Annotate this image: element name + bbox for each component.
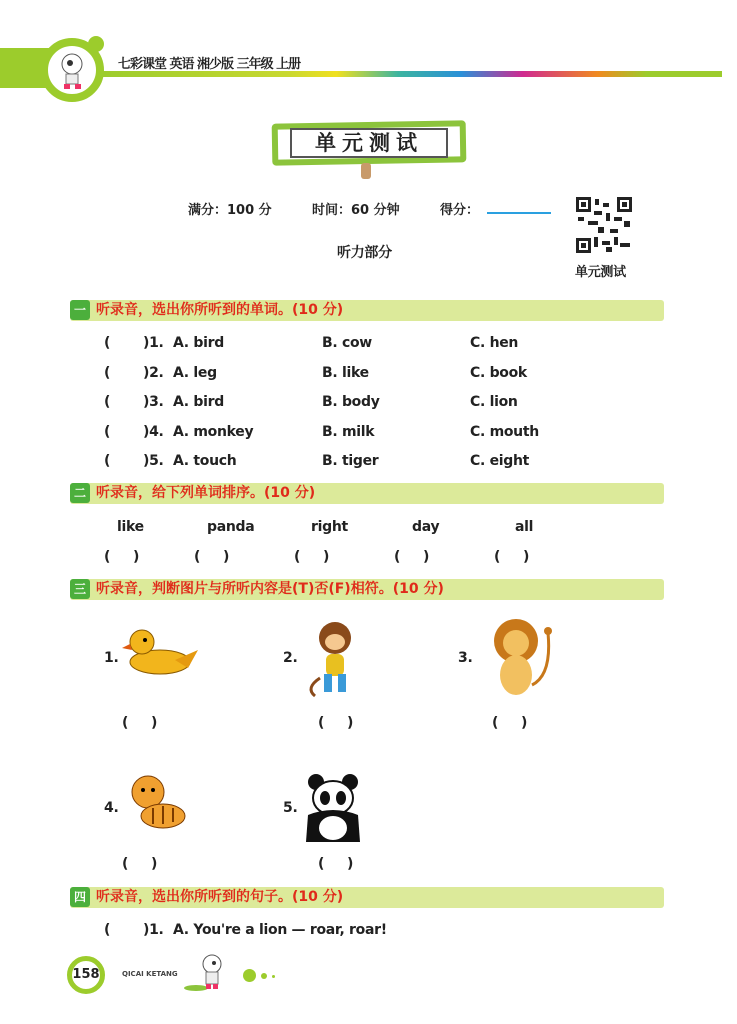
option-c: C. hen	[470, 335, 519, 351]
footer-dot-large	[243, 969, 256, 982]
picture-number: 2.	[283, 650, 298, 666]
option-b: B. like	[322, 365, 369, 381]
hand-icon	[361, 163, 371, 179]
picture-number: 5.	[283, 800, 298, 816]
picture-number: 3.	[458, 650, 473, 666]
score-input-line[interactable]	[487, 212, 551, 214]
footer-dot-small	[272, 975, 275, 978]
option-a: A. bird	[173, 335, 224, 351]
option-b: B. cow	[322, 335, 372, 351]
option-a: A. bird	[173, 394, 224, 410]
answer-paren[interactable]: ( )	[318, 856, 354, 872]
word: like	[117, 519, 144, 535]
section-2-title: 听录音，给下列单词排序。(10 分)	[96, 485, 316, 501]
word: all	[515, 519, 534, 535]
qr-label: 单元测试	[575, 265, 626, 280]
page-title: 单元测试	[290, 128, 448, 158]
section-4-number: 四	[70, 887, 90, 907]
item-number: )3.	[143, 394, 164, 410]
part-label: 听力部分	[337, 245, 392, 261]
monkey-picture-icon	[300, 618, 370, 702]
lion-picture-icon	[480, 615, 560, 704]
option-a: A. monkey	[173, 424, 254, 440]
option-b: B. body	[322, 394, 380, 410]
dog-mascot-icon	[48, 46, 96, 94]
book-title: 七彩课堂 英语 湘少版 三年级 上册	[118, 57, 301, 72]
full-score: 满分：100 分	[188, 203, 272, 218]
page-number: 158	[67, 956, 105, 994]
sentence-option-a: A. You're a lion — roar, roar!	[173, 922, 387, 938]
word: panda	[207, 519, 255, 535]
option-c: C. lion	[470, 394, 518, 410]
answer-paren[interactable]: (	[104, 453, 111, 469]
score-label: 得分：	[440, 203, 480, 218]
qr-code-icon[interactable]	[576, 197, 632, 253]
option-b: B. tiger	[322, 453, 379, 469]
section-3-number: 三	[70, 579, 90, 599]
option-c: C. mouth	[470, 424, 539, 440]
answer-paren[interactable]: ( )	[294, 549, 330, 565]
mascot-ear	[88, 36, 104, 52]
section-3-title: 听录音，判断图片与所听内容是(T)否(F)相符。(10 分)	[96, 581, 444, 597]
word: day	[412, 519, 440, 535]
option-a: A. leg	[173, 365, 217, 381]
answer-paren[interactable]: (	[104, 922, 111, 938]
option-c: C. eight	[470, 453, 530, 469]
bird-picture-icon	[120, 620, 200, 694]
answer-paren[interactable]: (	[104, 335, 111, 351]
time-limit: 时间：60 分钟	[312, 203, 400, 218]
answer-paren[interactable]: ( )	[318, 715, 354, 731]
footer-dot-medium	[261, 973, 267, 979]
answer-paren[interactable]: ( )	[394, 549, 430, 565]
item-number: )1.	[143, 335, 164, 351]
footer-dog-icon	[182, 950, 232, 1000]
item-number: )4.	[143, 424, 164, 440]
picture-number: 4.	[104, 800, 119, 816]
option-c: C. book	[470, 365, 527, 381]
answer-paren[interactable]: ( )	[494, 549, 530, 565]
item-number: )5.	[143, 453, 164, 469]
option-b: B. milk	[322, 424, 375, 440]
item-number: )2.	[143, 365, 164, 381]
answer-paren[interactable]: ( )	[122, 856, 158, 872]
answer-paren[interactable]: ( )	[194, 549, 230, 565]
section-4-title: 听录音，选出你所听到的句子。(10 分)	[96, 889, 344, 905]
footer-brand: QICAI KETANG	[122, 970, 178, 978]
answer-paren[interactable]: ( )	[122, 715, 158, 731]
panda-picture-icon	[298, 770, 368, 849]
answer-paren[interactable]: ( )	[492, 715, 528, 731]
tiger-picture-icon	[118, 770, 198, 844]
answer-paren[interactable]: (	[104, 394, 111, 410]
answer-paren[interactable]: (	[104, 365, 111, 381]
answer-paren[interactable]: ( )	[104, 549, 140, 565]
word: right	[311, 519, 348, 535]
answer-paren[interactable]: (	[104, 424, 111, 440]
section-1-number: 一	[70, 300, 90, 320]
picture-number: 1.	[104, 650, 119, 666]
section-1-title: 听录音，选出你所听到的单词。(10 分)	[96, 302, 344, 318]
option-a: A. touch	[173, 453, 237, 469]
section-2-number: 二	[70, 483, 90, 503]
item-number: )1.	[143, 922, 164, 938]
